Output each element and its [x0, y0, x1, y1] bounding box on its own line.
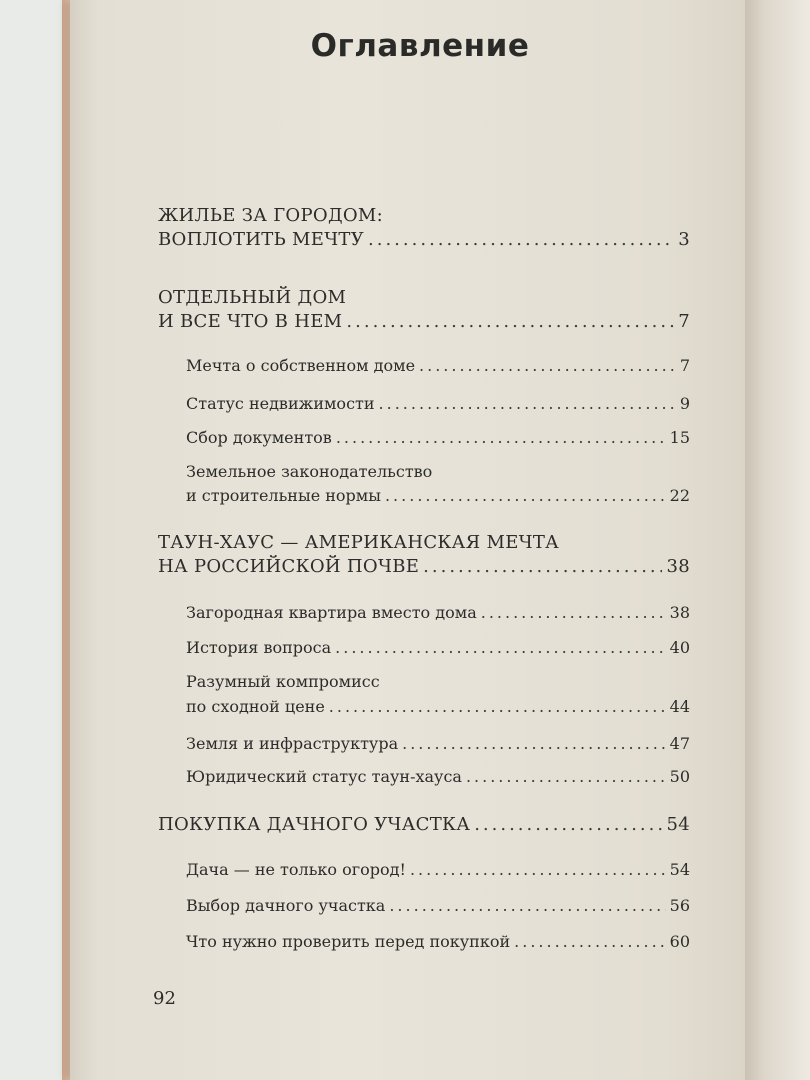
toc-entry[interactable]	[186, 428, 690, 447]
toc-chapter-title-line: И ВСЕ ЧТО В НЕМ	[158, 311, 343, 332]
dot-leader	[466, 767, 666, 786]
toc-page-number: 47	[669, 734, 690, 753]
toc-entry[interactable]	[186, 767, 690, 786]
toc-chapter-title-line: ОТДЕЛЬНЫЙ ДОМ	[158, 287, 347, 308]
toc-page-number: 7	[679, 356, 690, 375]
toc-section-title-line: Разумный компромисс	[186, 672, 380, 691]
toc-entry[interactable]	[186, 394, 690, 413]
toc-section-title-line: и строительные нормы	[186, 486, 381, 505]
toc-chapter-title-line: НА РОССИЙСКОЙ ПОЧВЕ	[158, 556, 420, 577]
dot-leader	[423, 556, 662, 577]
toc-page-number: 44	[669, 697, 690, 716]
toc-page-number: 54	[666, 814, 690, 835]
toc-entry[interactable]	[158, 229, 690, 250]
toc-section-title: Загородная квартира вместо дома	[186, 603, 477, 622]
toc-page-number: 22	[669, 486, 690, 505]
dot-leader	[481, 603, 666, 622]
toc-section-title: Статус недвижимости	[186, 394, 375, 413]
dot-leader	[335, 638, 665, 657]
toc-page-number: 54	[669, 860, 690, 879]
dot-leader	[385, 486, 666, 505]
toc-entry[interactable]	[186, 603, 690, 622]
toc-section-title-line: Земельное законодательство	[186, 462, 433, 481]
dot-leader	[368, 229, 674, 250]
toc-page-number: 38	[669, 603, 690, 622]
toc-entry[interactable]	[186, 356, 690, 375]
toc-page-number: 9	[679, 394, 690, 413]
toc-chapter-title-line: ЖИЛЬЕ ЗА ГОРОДОМ:	[158, 205, 384, 226]
page-title: Оглавление	[310, 28, 530, 64]
dot-leader	[389, 896, 665, 915]
toc-entry[interactable]	[186, 860, 690, 879]
toc-entry[interactable]	[158, 556, 690, 577]
toc-chapter-title-line: ВОПЛОТИТЬ МЕЧТУ	[158, 229, 365, 250]
page-stack-edge	[745, 0, 810, 1080]
toc-chapter-title-line: ТАУН-ХАУС — АМЕРИКАНСКАЯ МЕЧТА	[158, 532, 560, 553]
toc-section-title: Сбор документов	[186, 428, 332, 447]
dot-leader	[336, 428, 666, 447]
toc-entry[interactable]	[186, 896, 690, 915]
toc-entry[interactable]	[186, 734, 690, 753]
toc-entry[interactable]	[158, 311, 690, 332]
toc-page-number: 3	[678, 229, 690, 250]
dot-leader	[410, 860, 666, 879]
toc-entry[interactable]	[186, 932, 690, 951]
toc-page-number: 50	[669, 767, 690, 786]
toc-section-title: Выбор дачного участка	[186, 896, 386, 915]
toc-entry[interactable]	[158, 814, 690, 835]
dot-leader	[379, 394, 676, 413]
toc-section-title: Что нужно проверить перед покупкой	[186, 932, 511, 951]
page-number: 92	[153, 988, 176, 1009]
toc-page-number: 56	[669, 896, 690, 915]
toc-chapter-title: ПОКУПКА ДАЧНОГО УЧАСТКА	[158, 814, 471, 835]
toc-entry[interactable]	[186, 486, 690, 505]
toc-entry[interactable]	[186, 638, 690, 657]
toc-page-number: 40	[669, 638, 690, 657]
dot-leader	[419, 356, 676, 375]
dot-leader	[329, 697, 666, 716]
toc-section-title: Дача — не только огород!	[186, 860, 406, 879]
toc-entry[interactable]	[186, 697, 690, 716]
toc-section-title: Земля и инфраструктура	[186, 734, 399, 753]
dot-leader	[346, 311, 674, 332]
dot-leader	[474, 814, 662, 835]
toc-page-number: 60	[669, 932, 690, 951]
toc-section-title: Мечта о собственном доме	[186, 356, 416, 375]
dot-leader	[402, 734, 666, 753]
dot-leader	[514, 932, 666, 951]
toc-page-number: 15	[669, 428, 690, 447]
toc-section-title-line: по сходной цене	[186, 697, 325, 716]
toc-section-title: Юридический статус таун-хауса	[186, 767, 462, 786]
toc-page-number: 7	[678, 311, 690, 332]
toc-section-title: История вопроса	[186, 638, 332, 657]
toc-page-number: 38	[666, 556, 690, 577]
